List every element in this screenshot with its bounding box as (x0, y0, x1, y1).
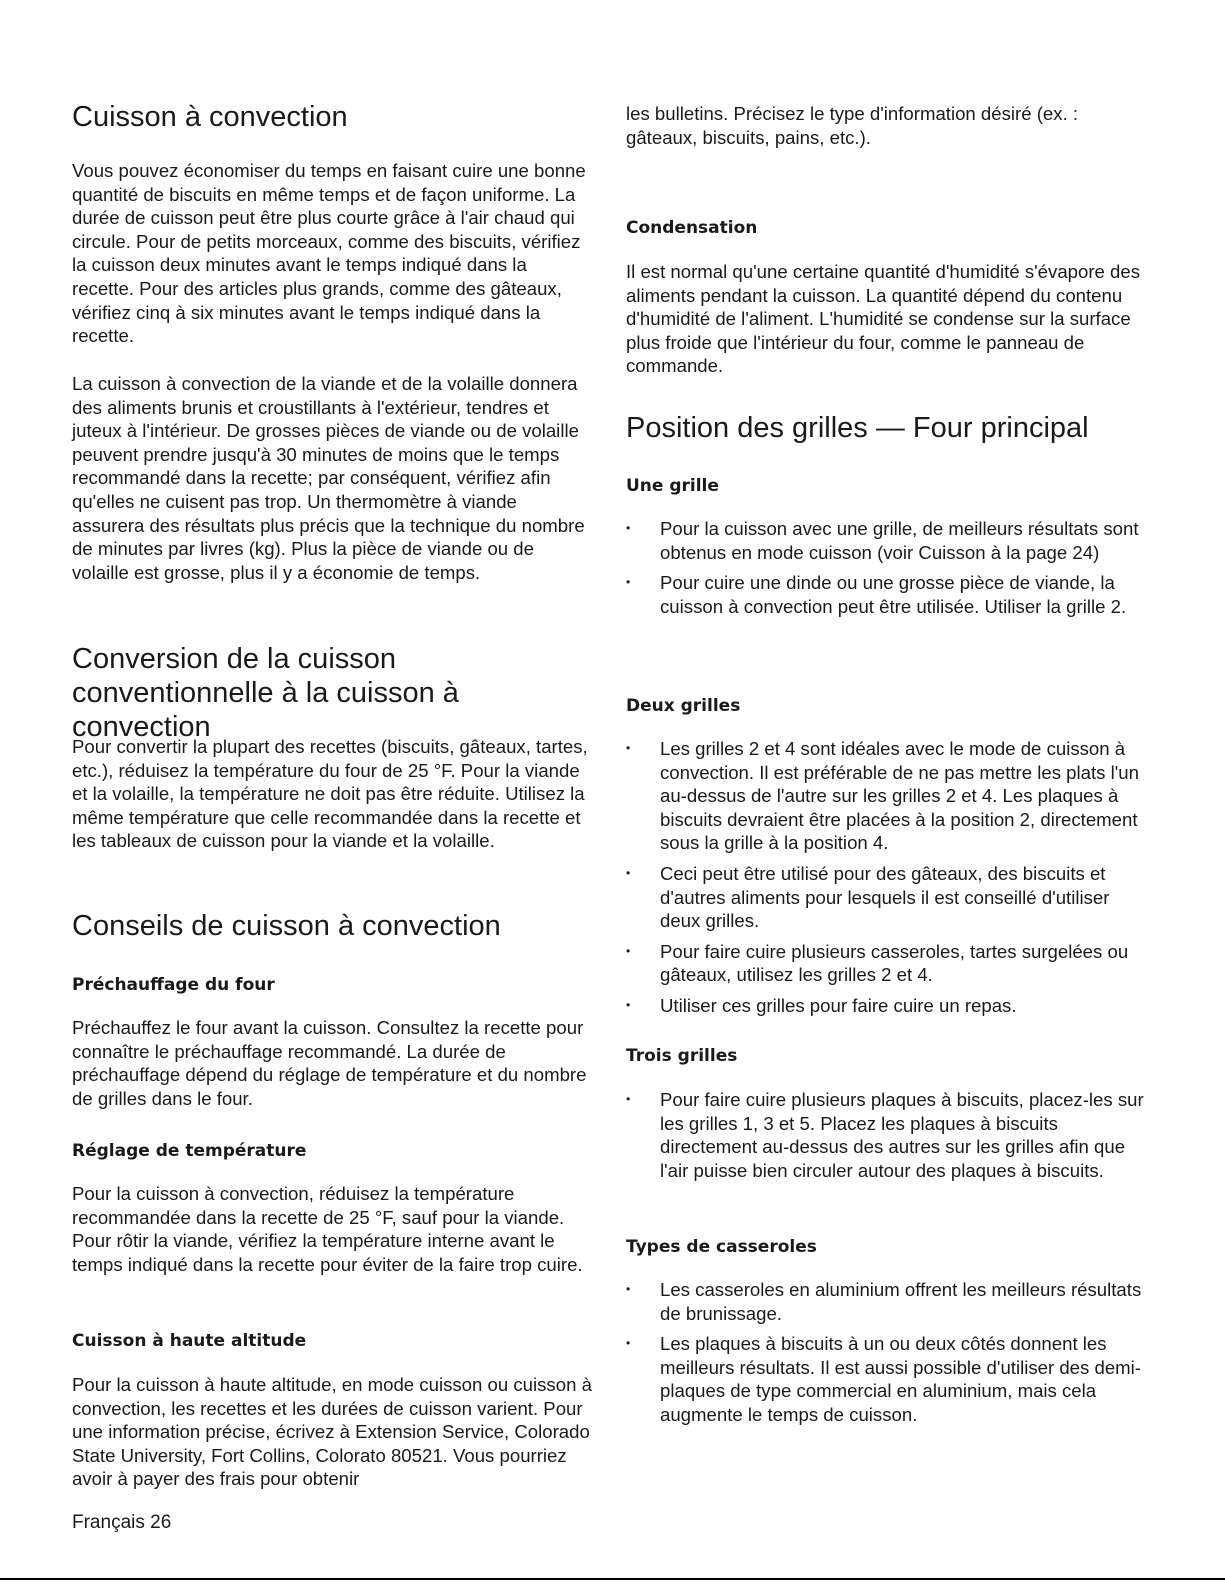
heading-conseils: Conseils de cuisson à convection (72, 910, 501, 942)
list-une-grille (626, 517, 1151, 625)
list-item: • Pour la cuisson avec une grille, de meilleurs résultats sont obtenus en mode cuisson (voir Cuisson à la page 24) (626, 517, 1151, 564)
paragraph-prechauffage: Préchauffez le four avant la cuisson. Consultez la recette pour connaître le préchauffage recommandé. La durée de préchauffage dépend du réglage de température et du nombre de grilles dans le four. (72, 1017, 587, 1109)
list-deux-grilles (626, 737, 1151, 1025)
subheading-deux-grilles: Deux grilles (626, 696, 741, 716)
subheading-reglage: Réglage de température (72, 1141, 307, 1161)
list-item: • Les grilles 2 et 4 sont idéales avec le mode de cuisson à convection. Il est préférable de ne pas mettre les plats l'un au-dessus de l'autre sur les grilles 2 et 4. Les plaques à biscuits devraient être placées à la position 2, directement sous la grille à la position 4. (626, 737, 1151, 855)
list-item: • Ceci peut être utilisé pour des gâteaux, des biscuits et d'autres aliments pour lesquels il est conseillé d'utiliser deux grilles. (626, 862, 1151, 933)
subheading-condensation: Condensation (626, 218, 758, 238)
subheading-types-casseroles: Types de casseroles (626, 1237, 817, 1257)
heading-conversion: Conversion de la cuisson conventionnelle à la cuisson à convection (72, 643, 459, 743)
page-number: Français 26 (72, 1512, 172, 1533)
paragraph-conversion: Pour convertir la plupart des recettes (biscuits, gâteaux, tartes, etc.), réduisez la température du four de 25 °F. Pour la viande et la volaille, la température ne doit pas être réduite. Utilisez la même température que celle recommandée dans la recette et les tableaux de cuisson pour la viande et la volaille. (72, 736, 588, 852)
subheading-trois-grilles: Trois grilles (626, 1046, 738, 1066)
subheading-prechauffage: Préchauffage du four (72, 975, 275, 995)
heading-convection: Cuisson à convection (72, 101, 348, 133)
subheading-une-grille: Une grille (626, 476, 719, 496)
list-trois-grilles (626, 1088, 1151, 1189)
heading-position-grilles: Position des grilles — Four principal (626, 412, 1089, 444)
paragraph-condensation: Il est normal qu'une certaine quantité d'humidité s'évapore des aliments pendant la cuisson. La quantité dépend du contenu d'humidité de l'aliment. L'humidité se condense sur la surface plus froide que l'intérieur du four, comme le panneau de commande. (626, 261, 1141, 377)
paragraph-altitude: Pour la cuisson à haute altitude, en mode cuisson ou cuisson à convection, les recettes et les durées de cuisson varient. Pour une information précise, écrivez à Extension Service, Colorado State University, Fort Collins, Colorato 80521. Vous pourriez avoir à payer des frais pour obtenir (72, 1374, 592, 1490)
list-item: • Pour cuire une dinde ou une grosse pièce de viande, la cuisson à convection peut être utilisée. Utiliser la grille 2. (626, 571, 1151, 618)
list-item: • Pour faire cuire plusieurs casseroles, tartes surgelées ou gâteaux, utilisez les grilles 2 et 4. (626, 940, 1151, 987)
list-item: • Les plaques à biscuits à un ou deux côtés donnent les meilleurs résultats. Il est aussi possible d'utiliser des demi-plaques de type commercial en aluminium, mais cela augmente le temps de cuisson. (626, 1332, 1151, 1426)
list-item: • Les casseroles en aluminium offrent les meilleurs résultats de brunissage. (626, 1278, 1151, 1325)
paragraph-convection-1: Vous pouvez économiser du temps en faisant cuire une bonne quantité de biscuits en même temps et de façon uniforme. La durée de cuisson peut être plus courte grâce à l'air chaud qui circule. Pour de petits morceaux, comme des biscuits, vérifiez la cuisson deux minutes avant le temps indiqué dans la recette. Pour des articles plus grands, comme des gâteaux, vérifiez cinq à six minutes avant le temps indiqué dans la recette. (72, 160, 586, 347)
paragraph-convection-2: La cuisson à convection de la viande et de la volaille donnera des aliments brunis et croustillants à l'extérieur, tendres et juteux à l'intérieur. De grosses pièces de viande ou de volaille peuvent prendre jusqu'à 30 minutes de moins que le temps recommandé dans la recette; par conséquent, vérifiez afin qu'elles ne cuisent pas trop. Un thermomètre à viande assurera des résultats plus précis que la technique du nombre de minutes par livres (kg). Plus la pièce de viande ou de volaille est grosse, plus il y a économie de temps. (72, 373, 585, 583)
list-item: • Utiliser ces grilles pour faire cuire un repas. (626, 994, 1151, 1018)
bottom-divider (0, 1578, 1225, 1580)
paragraph-reglage: Pour la cuisson à convection, réduisez la température recommandée dans la recette de 25 °F, sauf pour la viande. Pour rôtir la viande, vérifiez la température interne avant le temps indiqué dans la recette pour éviter de la faire trop cuire. (72, 1183, 583, 1275)
paragraph-bulletins: les bulletins. Précisez le type d'information désiré (ex. : gâteaux, biscuits, pains, etc.). (626, 103, 1079, 148)
list-item: • Pour faire cuire plusieurs plaques à biscuits, placez-les sur les grilles 1, 3 et 5. Placez les plaques à biscuits directement au-dessus des autres sur les grilles afin que l'air puisse bien circuler autour des plaques à biscuits. (626, 1088, 1151, 1182)
subheading-altitude: Cuisson à haute altitude (72, 1331, 307, 1351)
list-types-casseroles (626, 1278, 1151, 1434)
